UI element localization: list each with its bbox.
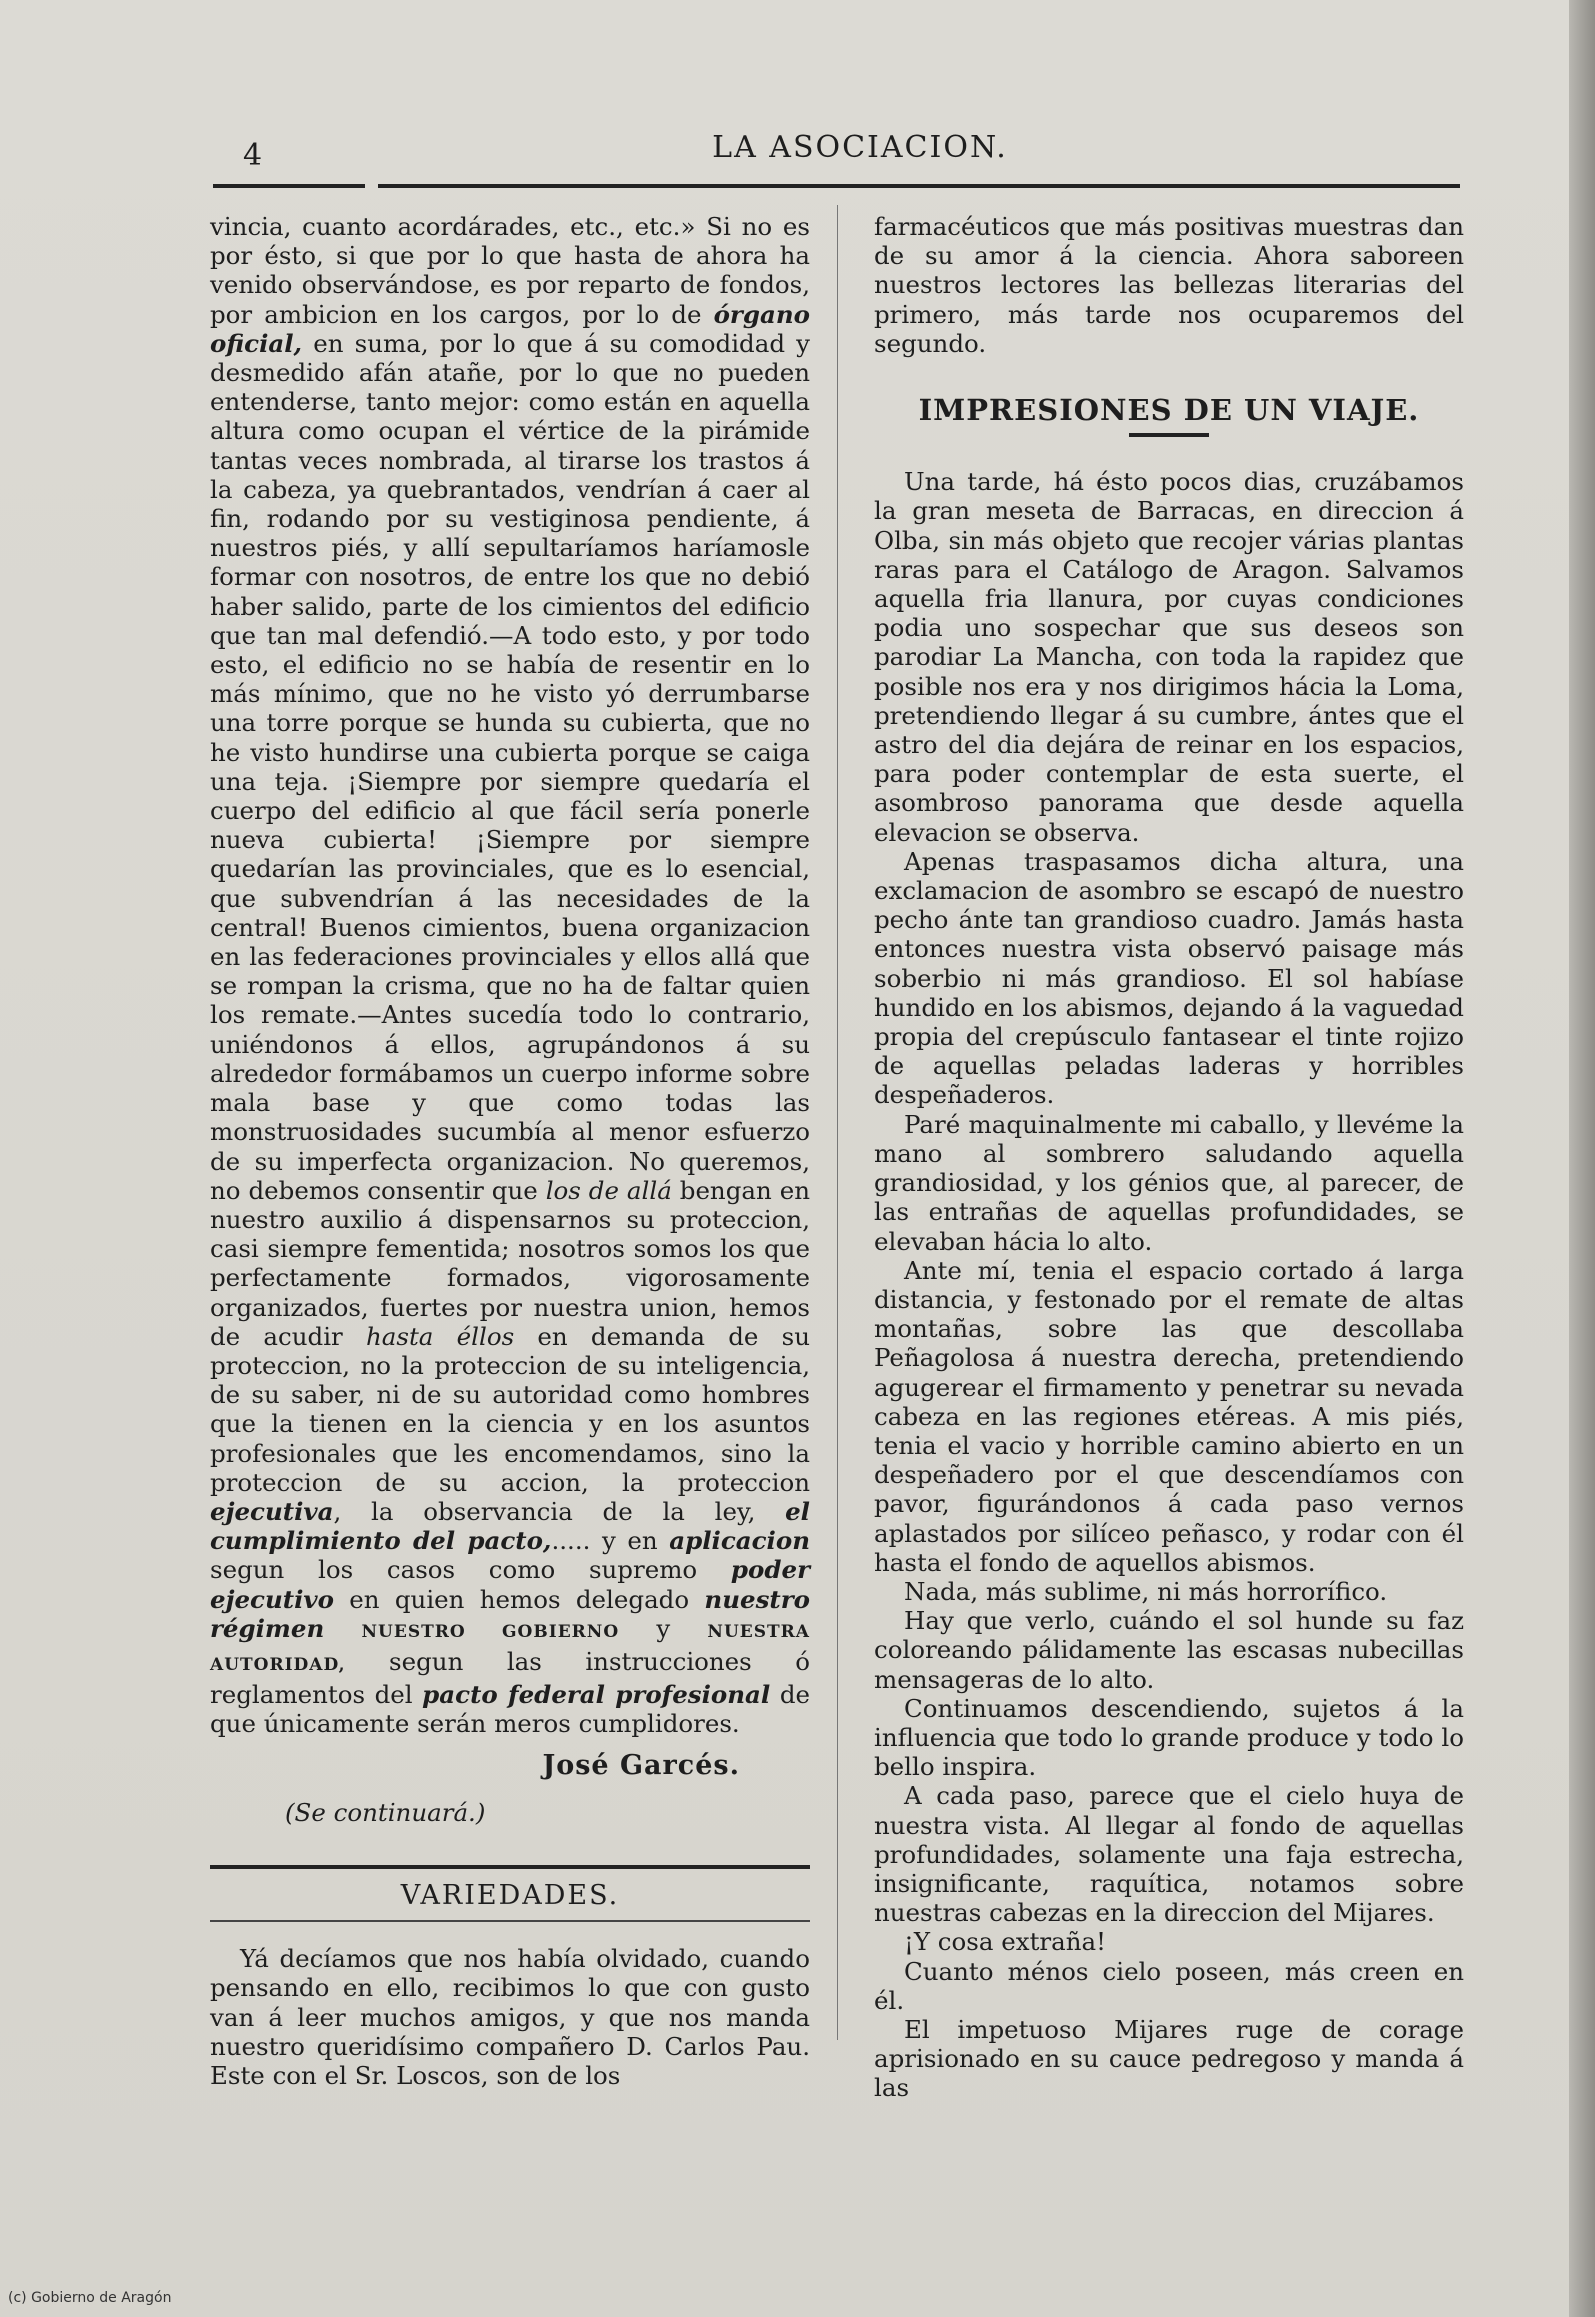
- article-paragraph: Continuamos descendiendo, sujetos á la influencia que todo lo grande produce y todo lo bello inspira.: [874, 1693, 1464, 1782]
- variedades-text: Yá decíamos que nos había olvidado, cuando pensando en ello, recibimos lo que con gusto van á leer muchos amigos, y que nos manda nuestro queridísimo compañero D. Carlos Pau. Este con el Sr. Loscos, son de los: [210, 1944, 810, 2090]
- article-paragraph: Hay que verlo, cuándo el sol hunde su faz coloreando pálidamente las escasas nubecillas mensageras de lo alto.: [874, 1606, 1464, 1694]
- left-column: [210, 212, 810, 2090]
- author-signature: José Garcés.: [542, 1749, 740, 1781]
- article-paragraph: El impetuoso Mijares ruge de corage aprisionado en su cauce pedregoso y manda á las: [874, 2014, 1464, 2103]
- header-rule-right: [378, 184, 1460, 188]
- variedades-continuation: farmacéuticos que más positivas muestras dan de su amor á la ciencia. Ahora saboreen nuestros lectores las bellezas literarias del primero, más tarde nos ocuparemos del segundo.: [874, 212, 1464, 358]
- article-paragraph: Una tarde, há ésto pocos dias, cruzábamos la gran meseta de Barracas, en direccion á Olba, sin más objeto que recojer várias plantas raras para el Catálogo de Aragon. Salvamos aquella fria llanura, por cuyas condiciones podia uno sospechar que sus deseos son parodiar La Mancha, con toda la rapidez que posible nos era y nos dirigimos hácia la Loma, pretendiendo llegar á su cumbre, ántes que el astro del dia dejára de reinar en los espacios, para poder contemplar de esta suerte, el asombroso panorama que desde aquella elevacion se observa.: [874, 467, 1464, 847]
- page-edge-shadow: [1569, 0, 1595, 2317]
- to-be-continued: (Se continuará.): [285, 1797, 486, 1827]
- article-title: IMPRESIONES DE UN VIAJE.: [918, 393, 1420, 428]
- page-number: 4: [243, 138, 263, 173]
- copyright-notice: (c) Gobierno de Aragón: [8, 2290, 172, 2306]
- article-paragraph: ¡Y cosa extraña!: [904, 1927, 1106, 1957]
- article-paragraph: Apenas traspasamos dicha altura, una exclamacion de asombro se escapó de nuestro pecho ánte tan grandioso cuadro. Jamás hasta entonces nuestra vista observó paisage más soberbio ni más grandioso. El sol habíase hundido en los abismos, dejando á la vaguedad propia del crepúsculo fantasear el tinte rojizo de aquellas peladas laderas y horribles despeñaderos.: [874, 846, 1464, 1110]
- article-paragraph: Paré maquinalmente mi caballo, y llevéme la mano al sombrero saludando aquella grandiosidad, y los génios que, al parecer, de las entrañas de aquellas profundidades, se elevaban hácia lo alto.: [874, 1109, 1464, 1256]
- publication-title: LA ASOCIACION.: [712, 130, 1008, 165]
- article-paragraph: Nada, más sublime, ni más horrorífico.: [904, 1576, 1388, 1606]
- header-rule-left: [213, 184, 365, 188]
- column-divider: [837, 205, 838, 2040]
- article-paragraph: A cada paso, parece que el cielo huya de nuestra vista. Al llegar al fondo de aquellas profundidades, solamente una faja estrecha, insignificante, raquítica, notamos sobre nuestras cabezas en la direccion del Mijares.: [874, 1781, 1464, 1928]
- article-paragraph: Cuanto ménos cielo poseen, más creen en él.: [874, 1956, 1464, 2015]
- title-rule: [1129, 433, 1209, 437]
- variedades-heading: VARIEDADES.: [210, 1865, 810, 1922]
- right-column: [874, 212, 1464, 2103]
- article-continuation: vincia, cuanto acordárades, etc., etc.» Si no es por ésto, si que por lo que hasta de ahora ha venido observándose, es por reparto de fondos, por ambicion en los cargos, por lo de órgano oficial, en suma, por lo que á su comodidad y desmedido afán atañe, por lo que no pueden entenderse, tanto mejor: como están en aquella altura como ocupan el vértice de la pirámide tantas veces nombrada, al tirarse los trastos á la cabeza, ya quebrantados, vendrían á caer al fin, rodando por su vestiginosa pendiente, á nuestros piés, y allí sepultaríamos haríamosle formar con nosotros, de entre los que no debió haber salido, parte de los cimientos del edificio que tan mal defendió.—A todo esto, y por todo esto, el edificio no se había de resentir en lo más mínimo, que no he visto yó derrumbarse una torre porque se hunda su cubierta, que no he visto hundirse una cubierta porque se caiga una teja. ¡Siempre por siempre quedaría el cuerpo del edificio al que fácil sería ponerle nueva cubierta! ¡Siempre por siempre quedarían las provinciales, que es lo esencial, que subvendrían á las necesidades de la central! Buenos cimientos, buena organizacion en las federaciones provinciales y ellos allá que se rompan la crisma, que no ha de faltar quien los remate.—Antes sucedía todo lo contrario, uniéndonos á ellos, agrupándonos á su alrededor formábamos un cuerpo informe sobre mala base y que como todas las monstruosidades sucumbía al menor esfuerzo de su imperfecta organizacion. No queremos, no debemos consentir que los de allá bengan en nuestro auxilio á dispensarnos su proteccion, casi siempre fementida; nosotros somos los que perfectamente formados, vigorosamente organizados, fuertes por nuestra union, hemos de acudir hasta éllos en demanda de su proteccion, no la proteccion de su inteligencia, de su saber, ni de su autoridad como hombres que la tienen en la ciencia y en los asuntos profesionales que les encomendamos, sino la proteccion de su accion, la proteccion ejecutiva, la observancia de la ley, el cumplimiento del pacto,..... y en aplicacion segun los casos como supremo poder ejecutivo en quien hemos delegado nuestro régimen NUESTRO GOBIERNO y NUESTRA AUTORIDAD, segun las instrucciones ó reglamentos del pacto federal profesional de que únicamente serán meros cumplidores.: [210, 212, 811, 1739]
- article-paragraph: Ante mí, tenia el espacio cortado á larga distancia, y festonado por el remate de altas montañas, sobre las que descollaba Peñagolosa á nuestra derecha, pretendiendo agugerear el firmamento y penetrar su nevada cabeza en las regiones etéreas. A mis piés, tenia el vacio y horrible camino abierto en un despeñadero por el que descendíamos con pavor, figurándonos á cada paso vernos aplastados por silíceo peñasco, y rodar con él hasta el fondo de aquellos abismos.: [874, 1255, 1464, 1577]
